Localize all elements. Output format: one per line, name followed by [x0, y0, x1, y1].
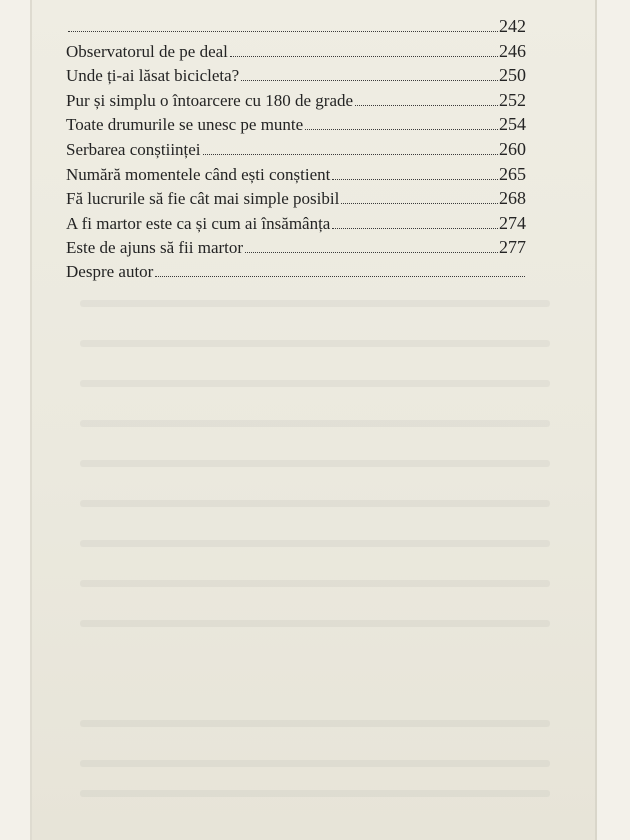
table-of-contents: [66, 14, 526, 285]
toc-entry-title: Despre autor: [66, 261, 154, 281]
toc-entry: [66, 186, 526, 211]
toc-page-number: 246: [499, 40, 526, 61]
toc-entry-title: Numără momentele când ești conștient: [66, 164, 331, 184]
toc-entry-title: Unde ți-ai lăsat bicicleta?: [66, 66, 240, 86]
toc-leader-dots: [355, 105, 498, 106]
toc-entry: [66, 235, 526, 260]
bleed-through-line: [80, 300, 550, 307]
bleed-through-line: [80, 500, 550, 507]
toc-entry-title: Fă lucrurile să fie cât mai simple posibil: [66, 189, 340, 209]
toc-entry: [66, 63, 526, 88]
toc-page-number: 277: [499, 237, 526, 258]
bleed-through-line: [80, 620, 550, 627]
toc-entry-title: Toate drumurile se unesc pe munte: [66, 115, 304, 135]
toc-leader-dots: [245, 252, 498, 253]
bleed-through-line: [80, 790, 550, 797]
toc-leader-dots: [68, 31, 498, 32]
toc-leader-dots: [332, 228, 498, 229]
toc-entry-title: Observatorul de pe deal: [66, 41, 228, 61]
toc-entry: [66, 112, 526, 137]
toc-entry-title: Este de ajuns să fii martor: [66, 238, 244, 258]
toc-entry: [66, 211, 526, 236]
toc-page-number: 260: [499, 138, 526, 159]
toc-leader-dots: [241, 80, 498, 81]
toc-page-number: 268: [499, 188, 526, 209]
toc-entry: [66, 137, 526, 162]
bleed-through-line: [80, 340, 550, 347]
toc-leader-dots: [305, 129, 498, 130]
toc-leader-dots: [332, 179, 498, 180]
toc-page-number: 265: [499, 163, 526, 184]
toc-page-number: 252: [499, 89, 526, 110]
toc-entry: [66, 260, 526, 285]
toc-entry: [66, 14, 526, 39]
toc-entry: [66, 39, 526, 64]
toc-entry: [66, 162, 526, 187]
toc-page-number: 250: [499, 65, 526, 86]
toc-page-number: 242: [499, 16, 526, 36]
toc-leader-dots: [230, 56, 498, 57]
toc-page-number: 254: [499, 114, 526, 135]
toc-leader-dots: [203, 154, 498, 155]
toc-entry-title: Pur și simplu o întoarcere cu 180 de grade: [66, 90, 354, 110]
toc-leader-dots: [341, 203, 498, 204]
toc-entry-title: A fi martor este ca și cum ai însămânța: [66, 213, 331, 233]
bleed-through-line: [80, 380, 550, 387]
bleed-through-line: [80, 760, 550, 767]
bleed-through-line: [80, 540, 550, 547]
toc-leader-dots: [155, 276, 525, 277]
bleed-through-line: [80, 720, 550, 727]
bleed-through-line: [80, 580, 550, 587]
bleed-through-line: [80, 420, 550, 427]
toc-page-number: 274: [499, 212, 526, 233]
toc-entry-title: Serbarea conștiinței: [66, 139, 201, 159]
toc-entry: [66, 88, 526, 113]
bleed-through-line: [80, 460, 550, 467]
